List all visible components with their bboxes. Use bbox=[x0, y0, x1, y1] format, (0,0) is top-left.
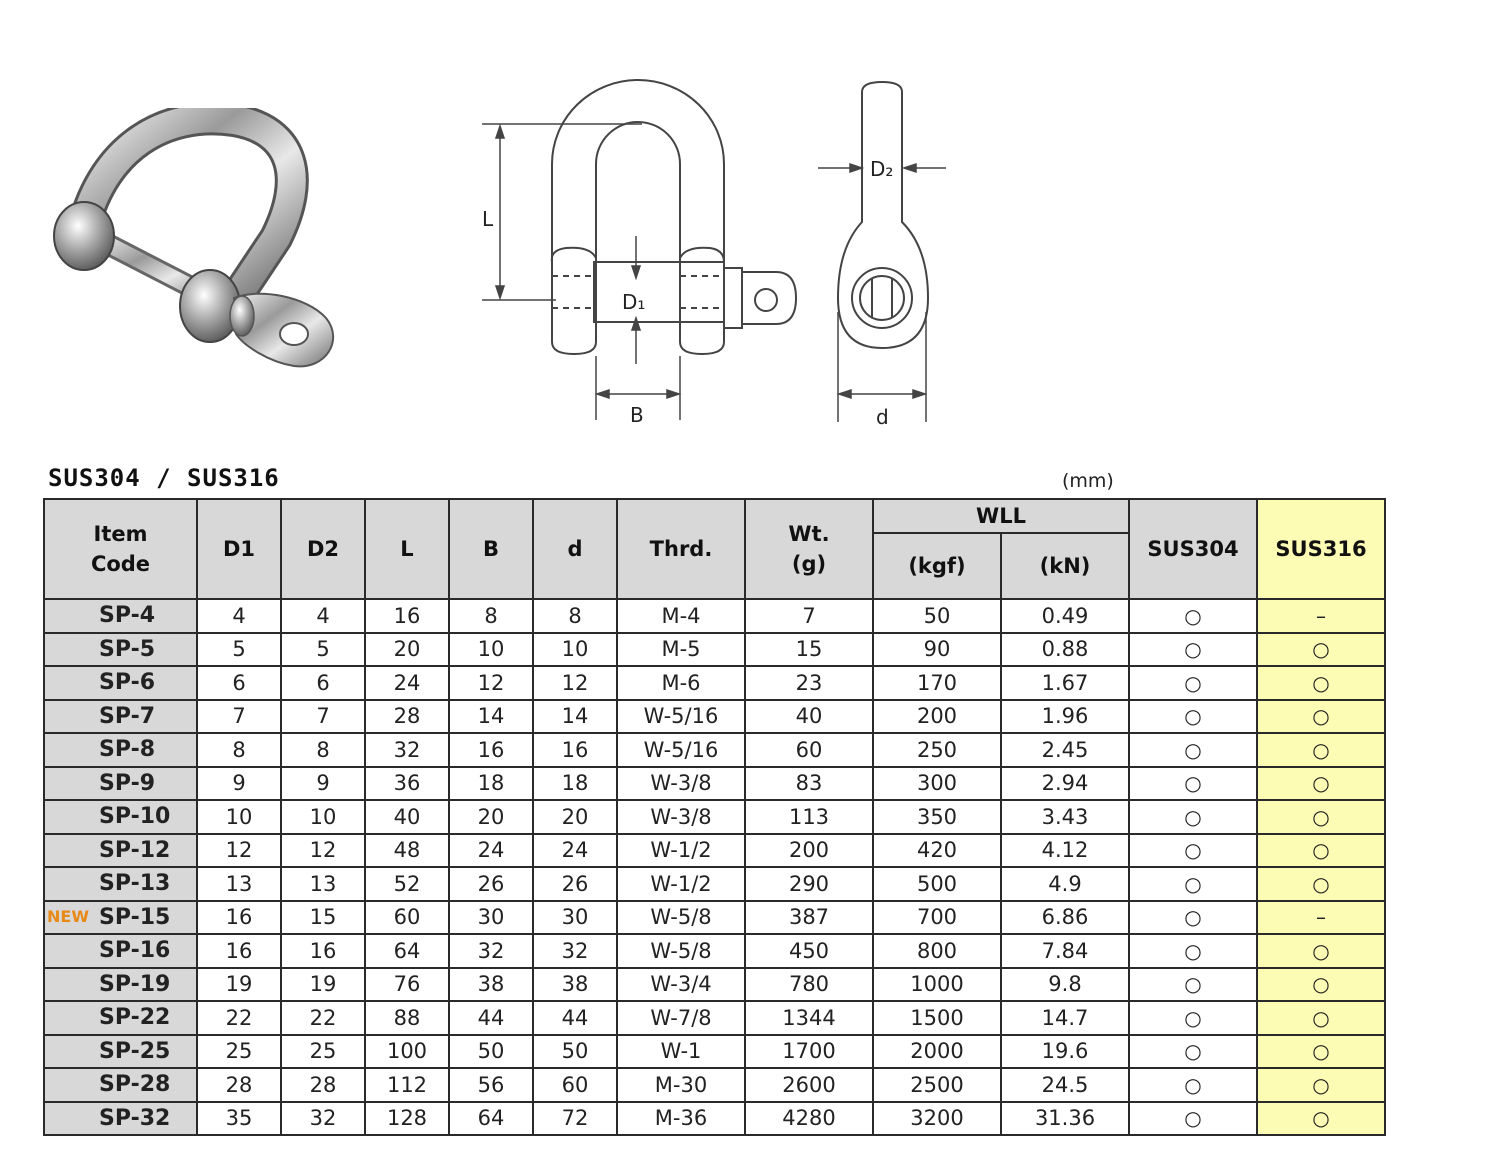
label-L: L bbox=[482, 207, 494, 231]
cell-kgf: 200 bbox=[873, 700, 1001, 734]
cell-d: 20 bbox=[533, 800, 617, 834]
cell-thrd: M-4 bbox=[617, 599, 745, 633]
item-code-cell bbox=[44, 1001, 197, 1035]
header-l: L bbox=[365, 499, 449, 599]
cell-sus316: – bbox=[1257, 599, 1385, 633]
item-code-cell bbox=[44, 1102, 197, 1136]
cell-d: 38 bbox=[533, 968, 617, 1002]
item-code: SP-6 bbox=[99, 670, 156, 696]
header-d1: D1 bbox=[197, 499, 281, 599]
item-code-cell bbox=[44, 800, 197, 834]
cell-l: 16 bbox=[365, 599, 449, 633]
cell-sus304: ○ bbox=[1129, 834, 1257, 868]
cell-sus316: ○ bbox=[1257, 1068, 1385, 1102]
cell-l: 76 bbox=[365, 968, 449, 1002]
cell-kgf: 500 bbox=[873, 867, 1001, 901]
cell-b: 10 bbox=[449, 633, 533, 667]
cell-kn: 6.86 bbox=[1001, 901, 1129, 935]
table-row bbox=[44, 1001, 1385, 1035]
item-code-cell bbox=[44, 633, 197, 667]
cell-sus304: ○ bbox=[1129, 733, 1257, 767]
cell-thrd: W-3/8 bbox=[617, 800, 745, 834]
cell-l: 28 bbox=[365, 700, 449, 734]
cell-sus304: ○ bbox=[1129, 1001, 1257, 1035]
cell-kgf: 420 bbox=[873, 834, 1001, 868]
cell-sus304: ○ bbox=[1129, 867, 1257, 901]
cell-d2: 8 bbox=[281, 733, 365, 767]
cell-wt: 15 bbox=[745, 633, 873, 667]
cell-b: 44 bbox=[449, 1001, 533, 1035]
cell-wt: 113 bbox=[745, 800, 873, 834]
cell-kn: 1.67 bbox=[1001, 666, 1129, 700]
cell-thrd: W-5/8 bbox=[617, 934, 745, 968]
cell-kn: 3.43 bbox=[1001, 800, 1129, 834]
cell-sus304: ○ bbox=[1129, 968, 1257, 1002]
cell-b: 18 bbox=[449, 767, 533, 801]
cell-sus304: ○ bbox=[1129, 767, 1257, 801]
cell-sus304: ○ bbox=[1129, 1102, 1257, 1136]
new-badge: NEW bbox=[47, 906, 89, 926]
cell-d2: 22 bbox=[281, 1001, 365, 1035]
item-code-cell bbox=[44, 934, 197, 968]
cell-d1: 9 bbox=[197, 767, 281, 801]
cell-d2: 19 bbox=[281, 968, 365, 1002]
cell-d1: 19 bbox=[197, 968, 281, 1002]
cell-kgf: 3200 bbox=[873, 1102, 1001, 1136]
item-code-cell bbox=[44, 700, 197, 734]
cell-d: 30 bbox=[533, 901, 617, 935]
cell-b: 38 bbox=[449, 968, 533, 1002]
cell-d2: 9 bbox=[281, 767, 365, 801]
cell-l: 24 bbox=[365, 666, 449, 700]
header-b: B bbox=[449, 499, 533, 599]
cell-d1: 10 bbox=[197, 800, 281, 834]
cell-kn: 4.9 bbox=[1001, 867, 1129, 901]
cell-kn: 14.7 bbox=[1001, 1001, 1129, 1035]
cell-sus304: ○ bbox=[1129, 901, 1257, 935]
cell-sus304: ○ bbox=[1129, 934, 1257, 968]
cell-thrd: W-7/8 bbox=[617, 1001, 745, 1035]
table-row bbox=[44, 934, 1385, 968]
cell-kgf: 1500 bbox=[873, 1001, 1001, 1035]
front-view-drawing bbox=[466, 72, 811, 432]
cell-thrd: W-3/8 bbox=[617, 767, 745, 801]
label-D1: D₁ bbox=[622, 290, 646, 314]
cell-b: 20 bbox=[449, 800, 533, 834]
cell-b: 24 bbox=[449, 834, 533, 868]
cell-l: 100 bbox=[365, 1035, 449, 1069]
cell-kn: 4.12 bbox=[1001, 834, 1129, 868]
cell-sus304: ○ bbox=[1129, 599, 1257, 633]
cell-kn: 24.5 bbox=[1001, 1068, 1129, 1102]
cell-l: 48 bbox=[365, 834, 449, 868]
cell-kn: 2.94 bbox=[1001, 767, 1129, 801]
item-code: SP-10 bbox=[99, 804, 171, 830]
cell-d2: 25 bbox=[281, 1035, 365, 1069]
cell-thrd: W-1/2 bbox=[617, 867, 745, 901]
cell-d2: 15 bbox=[281, 901, 365, 935]
cell-wt: 83 bbox=[745, 767, 873, 801]
item-code: SP-22 bbox=[99, 1005, 171, 1031]
cell-sus316: ○ bbox=[1257, 767, 1385, 801]
cell-thrd: W-1/2 bbox=[617, 834, 745, 868]
cell-sus304: ○ bbox=[1129, 700, 1257, 734]
cell-d1: 4 bbox=[197, 599, 281, 633]
header-sus316: SUS316 bbox=[1257, 499, 1385, 599]
cell-d1: 25 bbox=[197, 1035, 281, 1069]
cell-d: 18 bbox=[533, 767, 617, 801]
cell-wt: 290 bbox=[745, 867, 873, 901]
cell-d: 50 bbox=[533, 1035, 617, 1069]
table-row bbox=[44, 1035, 1385, 1069]
table-row bbox=[44, 968, 1385, 1002]
cell-d: 44 bbox=[533, 1001, 617, 1035]
cell-thrd: M-30 bbox=[617, 1068, 745, 1102]
item-code: SP-7 bbox=[99, 703, 156, 729]
cell-d1: 6 bbox=[197, 666, 281, 700]
cell-kgf: 350 bbox=[873, 800, 1001, 834]
table-row bbox=[44, 666, 1385, 700]
cell-d2: 32 bbox=[281, 1102, 365, 1136]
cell-wt: 60 bbox=[745, 733, 873, 767]
cell-sus316: ○ bbox=[1257, 934, 1385, 968]
cell-d2: 16 bbox=[281, 934, 365, 968]
cell-thrd: M-6 bbox=[617, 666, 745, 700]
item-code: SP-4 bbox=[99, 603, 156, 629]
cell-sus316: ○ bbox=[1257, 1102, 1385, 1136]
cell-d1: 5 bbox=[197, 633, 281, 667]
header-item-code: Item Code bbox=[44, 499, 197, 599]
item-code: SP-8 bbox=[99, 737, 156, 763]
item-code: SP-9 bbox=[99, 770, 156, 796]
cell-sus316: ○ bbox=[1257, 733, 1385, 767]
cell-b: 50 bbox=[449, 1035, 533, 1069]
cell-thrd: W-5/16 bbox=[617, 700, 745, 734]
item-code-cell bbox=[44, 599, 197, 633]
cell-kgf: 1000 bbox=[873, 968, 1001, 1002]
table-row bbox=[44, 834, 1385, 868]
cell-kn: 2.45 bbox=[1001, 733, 1129, 767]
cell-kgf: 800 bbox=[873, 934, 1001, 968]
cell-wt: 4280 bbox=[745, 1102, 873, 1136]
item-code-cell bbox=[44, 901, 197, 935]
item-code-cell bbox=[44, 968, 197, 1002]
cell-b: 16 bbox=[449, 733, 533, 767]
item-code-cell bbox=[44, 733, 197, 767]
header-d: d bbox=[533, 499, 617, 599]
unit-label: (mm) bbox=[1062, 470, 1114, 492]
header-kn: (kN) bbox=[1001, 533, 1129, 599]
cell-kn: 0.49 bbox=[1001, 599, 1129, 633]
cell-thrd: M-36 bbox=[617, 1102, 745, 1136]
cell-d: 12 bbox=[533, 666, 617, 700]
cell-wt: 387 bbox=[745, 901, 873, 935]
cell-sus304: ○ bbox=[1129, 800, 1257, 834]
cell-wt: 23 bbox=[745, 666, 873, 700]
cell-l: 40 bbox=[365, 800, 449, 834]
cell-sus304: ○ bbox=[1129, 1068, 1257, 1102]
cell-kn: 9.8 bbox=[1001, 968, 1129, 1002]
cell-wt: 1700 bbox=[745, 1035, 873, 1069]
cell-d2: 5 bbox=[281, 633, 365, 667]
cell-d1: 12 bbox=[197, 834, 281, 868]
shackle-photo bbox=[44, 108, 344, 398]
cell-sus316: ○ bbox=[1257, 867, 1385, 901]
cell-sus316: ○ bbox=[1257, 633, 1385, 667]
cell-kgf: 50 bbox=[873, 599, 1001, 633]
cell-kgf: 300 bbox=[873, 767, 1001, 801]
cell-kgf: 170 bbox=[873, 666, 1001, 700]
cell-d1: 8 bbox=[197, 733, 281, 767]
cell-thrd: W-1 bbox=[617, 1035, 745, 1069]
cell-d2: 28 bbox=[281, 1068, 365, 1102]
cell-thrd: W-5/8 bbox=[617, 901, 745, 935]
cell-b: 64 bbox=[449, 1102, 533, 1136]
cell-b: 14 bbox=[449, 700, 533, 734]
cell-l: 88 bbox=[365, 1001, 449, 1035]
cell-d2: 12 bbox=[281, 834, 365, 868]
cell-kn: 0.88 bbox=[1001, 633, 1129, 667]
cell-sus316: ○ bbox=[1257, 700, 1385, 734]
cell-l: 112 bbox=[365, 1068, 449, 1102]
cell-sus316: ○ bbox=[1257, 1001, 1385, 1035]
item-code-cell bbox=[44, 867, 197, 901]
cell-sus304: ○ bbox=[1129, 1035, 1257, 1069]
cell-kn: 19.6 bbox=[1001, 1035, 1129, 1069]
cell-wt: 1344 bbox=[745, 1001, 873, 1035]
cell-kn: 31.36 bbox=[1001, 1102, 1129, 1136]
table-row bbox=[44, 901, 1385, 935]
cell-b: 32 bbox=[449, 934, 533, 968]
cell-b: 12 bbox=[449, 666, 533, 700]
table-row bbox=[44, 1068, 1385, 1102]
cell-wt: 450 bbox=[745, 934, 873, 968]
cell-kgf: 2000 bbox=[873, 1035, 1001, 1069]
cell-kgf: 90 bbox=[873, 633, 1001, 667]
spec-table-body bbox=[44, 599, 1385, 1135]
cell-l: 64 bbox=[365, 934, 449, 968]
cell-d2: 13 bbox=[281, 867, 365, 901]
cell-sus304: ○ bbox=[1129, 633, 1257, 667]
table-row bbox=[44, 767, 1385, 801]
table-row bbox=[44, 633, 1385, 667]
label-d: d bbox=[876, 405, 889, 429]
item-code: SP-25 bbox=[99, 1038, 171, 1064]
header-sus304: SUS304 bbox=[1129, 499, 1257, 599]
cell-wt: 40 bbox=[745, 700, 873, 734]
item-code: SP-13 bbox=[99, 871, 171, 897]
header-thrd: Thrd. bbox=[617, 499, 745, 599]
cell-d1: 16 bbox=[197, 901, 281, 935]
cell-wt: 2600 bbox=[745, 1068, 873, 1102]
cell-d2: 7 bbox=[281, 700, 365, 734]
side-view-drawing bbox=[812, 72, 962, 432]
cell-l: 36 bbox=[365, 767, 449, 801]
cell-wt: 7 bbox=[745, 599, 873, 633]
item-code: SP-28 bbox=[99, 1072, 171, 1098]
cell-sus316: – bbox=[1257, 901, 1385, 935]
cell-l: 52 bbox=[365, 867, 449, 901]
cell-l: 128 bbox=[365, 1102, 449, 1136]
cell-l: 60 bbox=[365, 901, 449, 935]
cell-d: 72 bbox=[533, 1102, 617, 1136]
cell-b: 26 bbox=[449, 867, 533, 901]
cell-d: 16 bbox=[533, 733, 617, 767]
cell-d: 24 bbox=[533, 834, 617, 868]
cell-d: 8 bbox=[533, 599, 617, 633]
header-wt: Wt. (g) bbox=[745, 499, 873, 599]
cell-sus316: ○ bbox=[1257, 968, 1385, 1002]
spec-table bbox=[43, 498, 1386, 1136]
cell-b: 56 bbox=[449, 1068, 533, 1102]
cell-l: 20 bbox=[365, 633, 449, 667]
cell-thrd: W-3/4 bbox=[617, 968, 745, 1002]
cell-kgf: 700 bbox=[873, 901, 1001, 935]
cell-d1: 35 bbox=[197, 1102, 281, 1136]
table-row bbox=[44, 599, 1385, 633]
cell-thrd: W-5/16 bbox=[617, 733, 745, 767]
cell-d2: 4 bbox=[281, 599, 365, 633]
item-code: SP-32 bbox=[99, 1105, 171, 1131]
table-row bbox=[44, 733, 1385, 767]
table-row bbox=[44, 1102, 1385, 1136]
item-code: SP-16 bbox=[99, 938, 171, 964]
cell-d1: 28 bbox=[197, 1068, 281, 1102]
cell-d: 60 bbox=[533, 1068, 617, 1102]
cell-d1: 13 bbox=[197, 867, 281, 901]
table-row bbox=[44, 700, 1385, 734]
cell-kn: 1.96 bbox=[1001, 700, 1129, 734]
label-B: B bbox=[630, 403, 644, 427]
header-kgf: (kgf) bbox=[873, 533, 1001, 599]
cell-sus316: ○ bbox=[1257, 834, 1385, 868]
item-code-cell bbox=[44, 834, 197, 868]
cell-d1: 7 bbox=[197, 700, 281, 734]
label-D2: D₂ bbox=[870, 157, 894, 181]
cell-kgf: 250 bbox=[873, 733, 1001, 767]
cell-d: 10 bbox=[533, 633, 617, 667]
cell-d1: 16 bbox=[197, 934, 281, 968]
cell-wt: 780 bbox=[745, 968, 873, 1002]
item-code-cell bbox=[44, 1068, 197, 1102]
item-code-cell bbox=[44, 767, 197, 801]
cell-b: 8 bbox=[449, 599, 533, 633]
cell-d: 14 bbox=[533, 700, 617, 734]
cell-thrd: M-5 bbox=[617, 633, 745, 667]
cell-d1: 22 bbox=[197, 1001, 281, 1035]
table-row bbox=[44, 800, 1385, 834]
material-title: SUS304 / SUS316 bbox=[48, 464, 280, 492]
cell-sus304: ○ bbox=[1129, 666, 1257, 700]
header-d2: D2 bbox=[281, 499, 365, 599]
header-wll: WLL bbox=[873, 499, 1129, 533]
cell-sus316: ○ bbox=[1257, 800, 1385, 834]
cell-d2: 6 bbox=[281, 666, 365, 700]
item-code-cell bbox=[44, 1035, 197, 1069]
cell-sus316: ○ bbox=[1257, 666, 1385, 700]
item-code: SP-19 bbox=[99, 971, 171, 997]
cell-sus316: ○ bbox=[1257, 1035, 1385, 1069]
cell-kn: 7.84 bbox=[1001, 934, 1129, 968]
cell-kgf: 2500 bbox=[873, 1068, 1001, 1102]
cell-l: 32 bbox=[365, 733, 449, 767]
item-code: SP-12 bbox=[99, 837, 171, 863]
item-code: SP-15 bbox=[99, 904, 171, 930]
cell-d2: 10 bbox=[281, 800, 365, 834]
cell-b: 30 bbox=[449, 901, 533, 935]
item-code: SP-5 bbox=[99, 636, 156, 662]
cell-wt: 200 bbox=[745, 834, 873, 868]
cell-d: 32 bbox=[533, 934, 617, 968]
item-code-cell bbox=[44, 666, 197, 700]
cell-d: 26 bbox=[533, 867, 617, 901]
table-row bbox=[44, 867, 1385, 901]
